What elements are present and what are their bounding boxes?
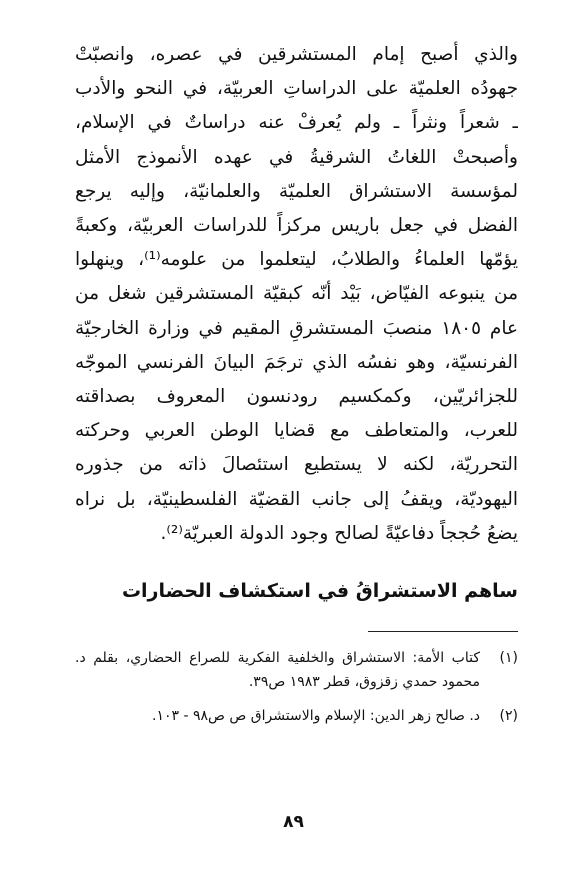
footnote-text: د. صالح زهر الدين: الإسلام والاستشراق ص ص٩٨ - ١٠٣. (152, 708, 480, 725)
page-content (75, 38, 518, 738)
body-line: والذي أصبح إمام المستشرقين في عصره، وانصبّتْ (75, 44, 518, 65)
footnote-number: (١) (499, 650, 518, 667)
footnote-text: كتاب الأمة: الاستشراق والخلفية الفكرية للصراع الحضاري، بقلم د. محمود حمدي زقزوق، قطر ١٩٨٣ ص٣٩. (75, 650, 480, 691)
body-paragraph (75, 38, 518, 551)
body-line: عام ١٨٠٥ منصبَ المستشرقِ المقيم في وزارة الخارجيّة (75, 317, 518, 339)
body-line: اليهوديّة، ويقفُ إلى جانب القضيّة الفلسطينيّة، بل نراه (75, 488, 518, 510)
body-line: يؤمّها العلماءُ والطلابُ، ليتعلموا من علومه⁽¹⁾، وينهلوا (75, 249, 518, 271)
body-line: وأصبحتْ اللغاتُ الشرقيةُ في عهده الأنموذج الأمثل (75, 146, 518, 168)
body-line: الفرنسيّة، وهو نفسُه الذي ترجَمَ البيانَ الفرنسي الموجّه (75, 351, 518, 373)
page-number: ٨٩ (283, 812, 304, 832)
body-line: لمؤسسة الاستشراق العلميّة والعلمانيّة، وإليه يرجع (75, 180, 518, 202)
body-line: للجزائريّين، وكمكسيم رودنسون المعروف بصداقته (75, 386, 518, 408)
body-line: جهودُه العلميّة على الدراساتِ العربيّة، في النحو والأدب (75, 78, 518, 100)
footnote-item (75, 646, 518, 694)
footnote-number: (٢) (499, 708, 518, 725)
body-line: الفضل في جعل باريس مركزاً للدراسات العربيّة، وكعبةً (75, 215, 518, 237)
body-line: من ينبوعه الفيّاض، بَيْد أنّه كبقيّة المستشرقين شغل من (75, 283, 518, 305)
body-line: للعرب، والمتعاطف مع قضايا الوطن العربي وحركته (75, 420, 518, 442)
body-line: يضعُ حُججاً دفاعيّةً لصالح وجود الدولة العبريّة⁽²⁾. (160, 522, 518, 544)
footnote-item (75, 704, 518, 728)
section-heading: ساهم الاستشراقُ في استكشاف الحضارات (121, 580, 518, 603)
body-line: ـ شعراً ونثراً ـ ولم يُعرفْ عنه دراساتٌ في الإسلام، (75, 112, 518, 134)
body-line: التحرريّة، لكنه لا يستطيع استئصالَ ذاته من جذوره (75, 454, 518, 476)
footnote-separator (368, 631, 518, 632)
footnotes (75, 646, 518, 728)
